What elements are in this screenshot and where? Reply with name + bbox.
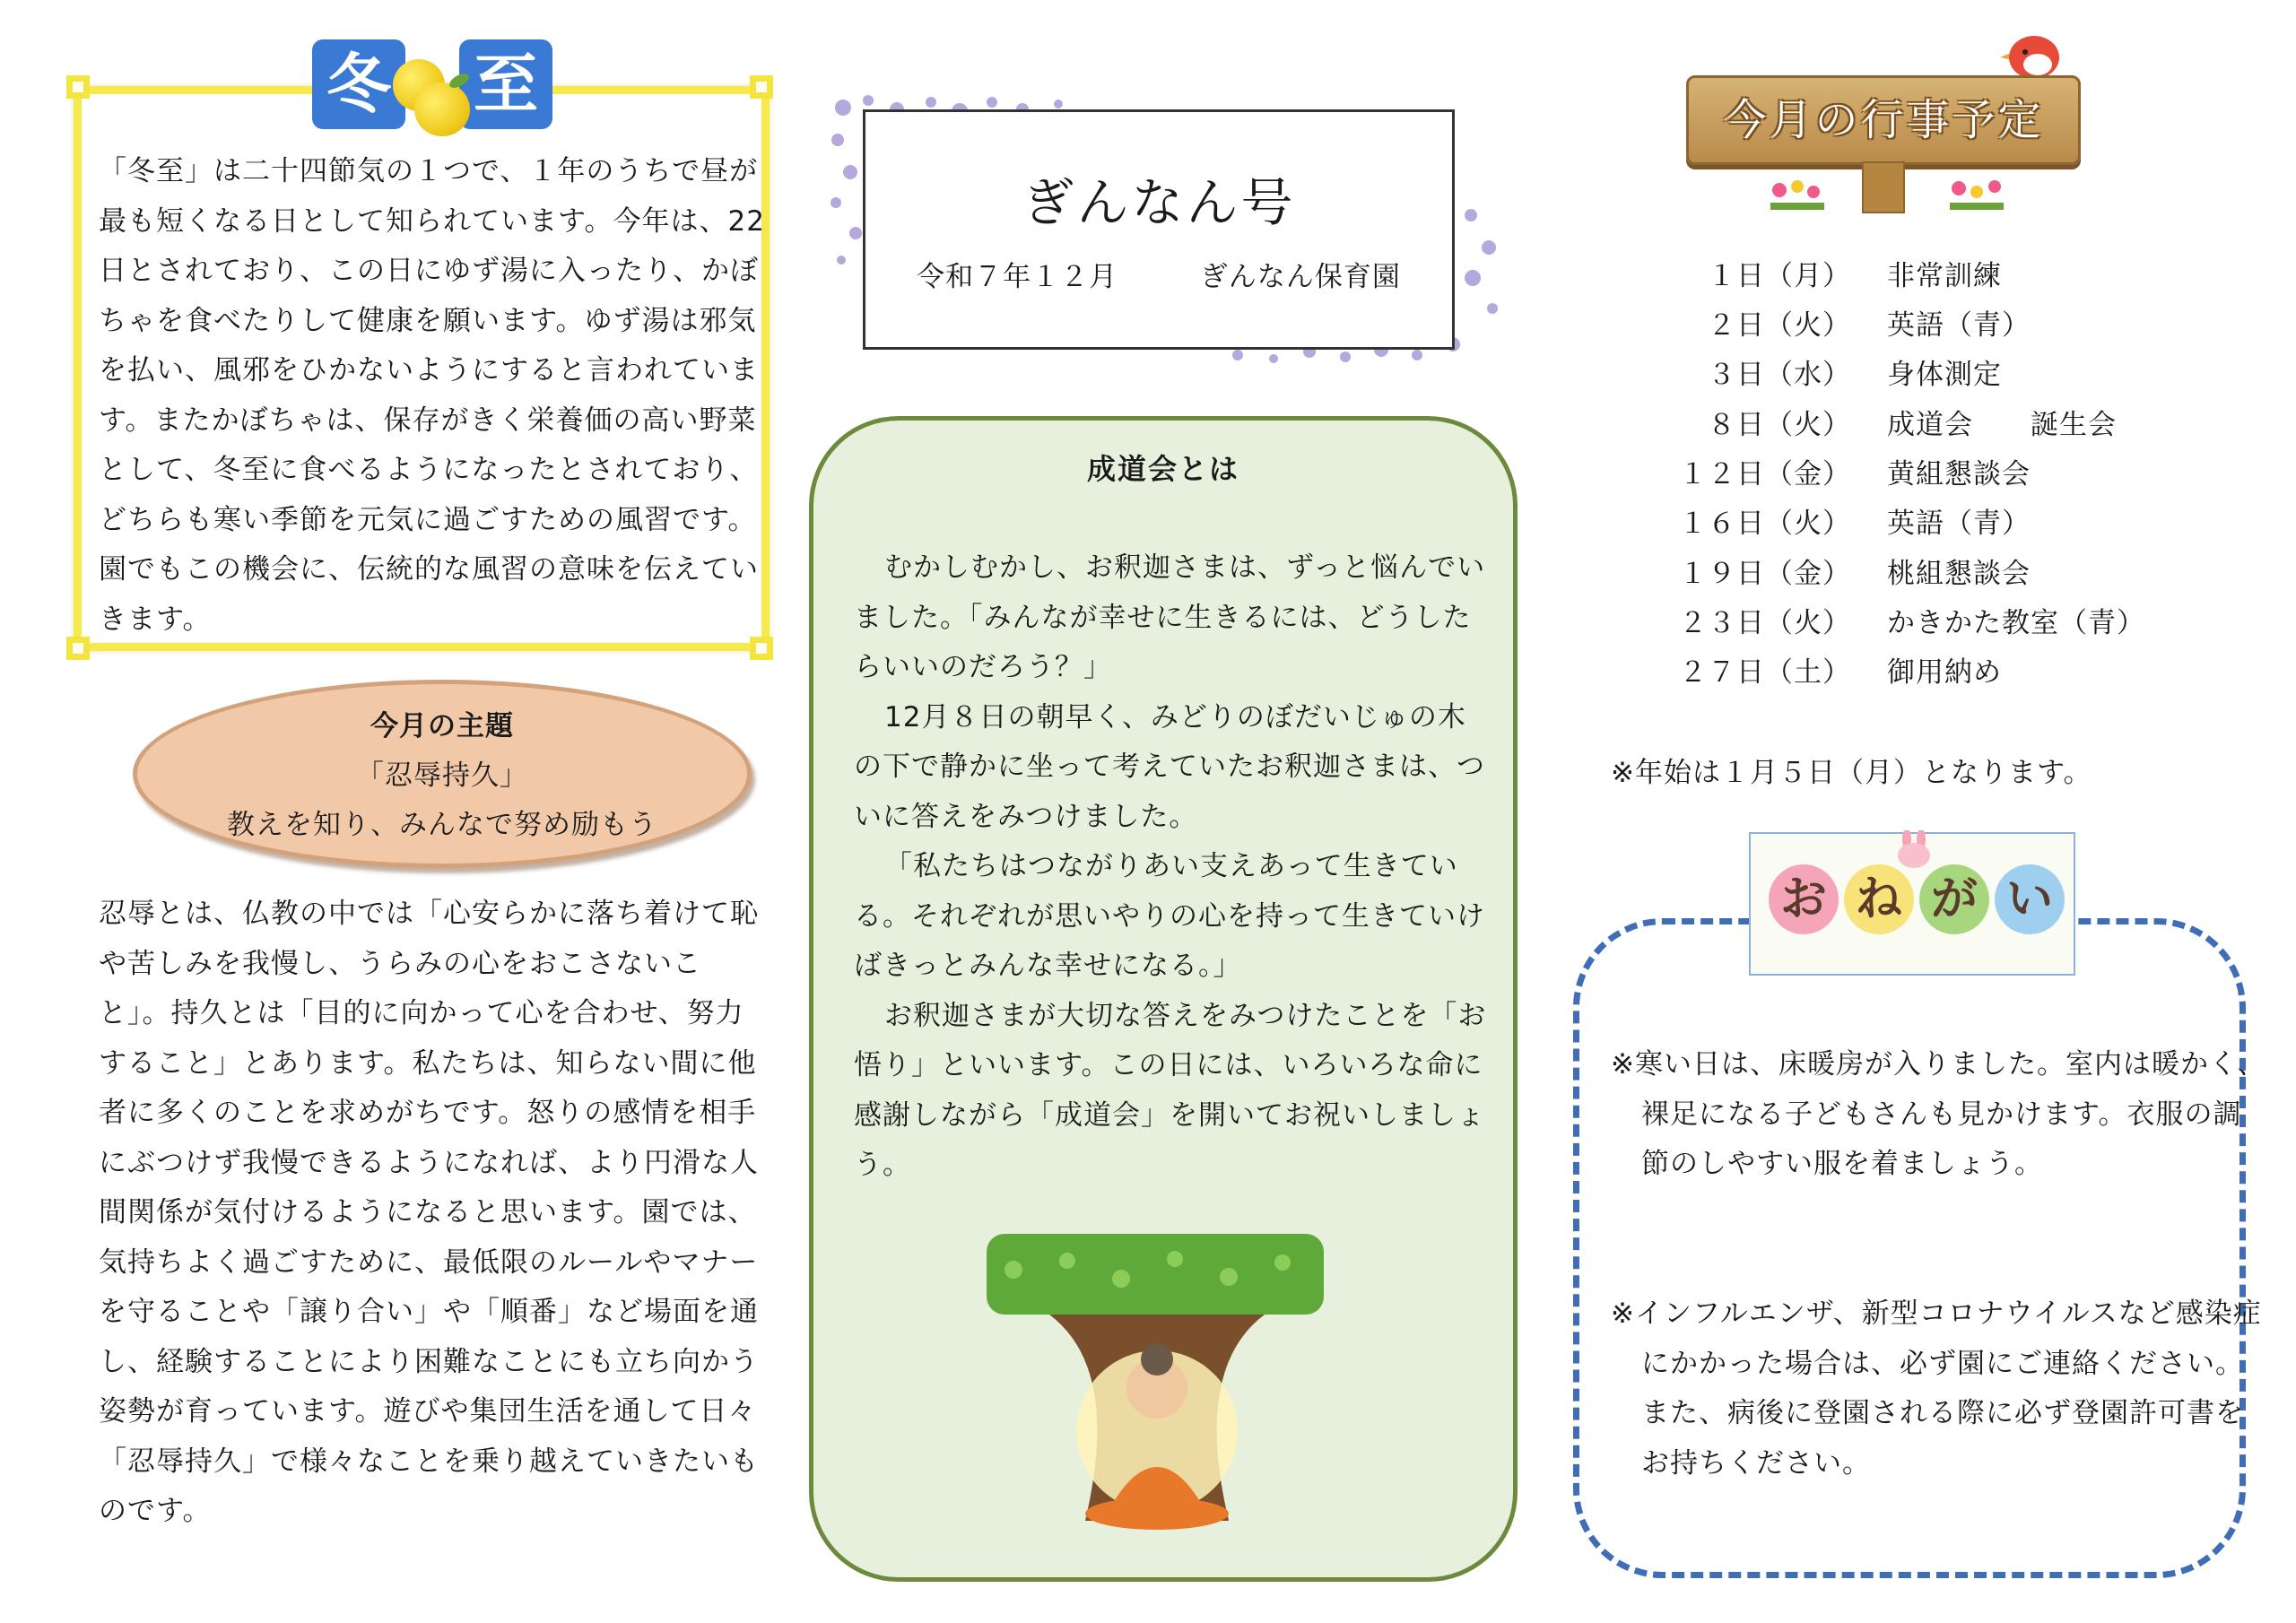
event-date: ３日（水）	[1708, 359, 1851, 391]
banner-char: お	[1769, 864, 1839, 934]
event-date: １日（月）	[1708, 260, 1851, 292]
event-date: ２７日（土）	[1679, 656, 1851, 689]
theme-phrase: 「忍辱持久」	[356, 759, 528, 792]
event-name: 身体測定	[1887, 359, 2002, 391]
frame-corner	[66, 75, 90, 99]
event-row	[1631, 451, 2031, 491]
title-sub	[865, 254, 1452, 294]
touji-heading-char2: 至	[459, 39, 552, 129]
event-name: 成道会 誕生会	[1887, 409, 2117, 441]
title-box	[863, 109, 1455, 350]
theme-subtitle: 教えを知り、みんなで努め励もう	[227, 809, 657, 841]
jodoe-paragraph: 12月８日の朝早く、みどりのぼだいじゅの木の下で静かに坐って考えていたお釈迦さまは、ついに答えをみつけました。	[854, 700, 1485, 833]
event-name: かきかた教室（青）	[1887, 607, 2145, 639]
event-row	[1631, 253, 2002, 293]
new-year-note: ※年始は１月５日（月）となります。	[1611, 757, 2092, 789]
event-name: 御用納め	[1887, 656, 2002, 689]
frame-corner	[750, 75, 773, 99]
onegai-item: ※インフルエンザ、新型コロナウイルスなど感染症にかかった場合は、必ず園にご連絡ください。また、病後に登園される際に必ず登園許可書をお持ちください。	[1611, 1298, 2262, 1480]
event-name: 桃組懇談会	[1887, 558, 2031, 590]
rabbit-icon	[1892, 830, 1935, 868]
page-title: ぎんなん号	[1022, 172, 1296, 233]
event-row	[1631, 649, 2002, 690]
event-row	[1631, 551, 2031, 591]
jodoe-title: 成道会とは	[1086, 452, 1239, 486]
banner-char: い	[1995, 864, 2065, 934]
flowers-icon	[1761, 172, 2031, 213]
frame-corner	[66, 637, 90, 660]
event-row	[1631, 302, 2031, 343]
bird-icon	[1998, 27, 2070, 82]
event-row	[1631, 352, 2002, 392]
banner-char: が	[1919, 864, 1989, 934]
event-date: ８日（火）	[1708, 409, 1851, 441]
event-date: ２日（火）	[1708, 309, 1851, 342]
ninniku-text: 忍辱とは、仏教の中では「心安らかに落ち着けて恥や苦しみを我慢し、うらみの心をおこさないこと」。持久とは「目的に向かって心を合わせ、努力すること」とあります。私たちは、知らない間に他者に多くのことを求めがちです。怒りの感情を相手にぶつけず我慢できるようになれば、より円滑な人間関係が気付けるようになると思います。園では、気持ちよく過ごすために、最低限のルールやマナーを守ることや「譲り合い」や「順番」など場面を通し、経験することにより困難なことにも立ち向かう姿勢が育っています。遊びや集団生活を通して日々「忍辱持久」で様々なことを乗り越えていきたいものです。	[99, 898, 759, 1527]
events-heading: 今月の行事予定	[1686, 75, 2081, 165]
event-row	[1631, 402, 2117, 442]
jodoe-paragraph: むかしむかし、お釈迦さまは、ずっと悩んでいました。「みんなが幸せに生きるには、どうしたらいいのだろう？」	[854, 551, 1486, 683]
buddha-tree-illustration	[987, 1234, 1327, 1539]
event-name: 黄組懇談会	[1887, 458, 2031, 490]
event-name: 英語（青）	[1887, 508, 2031, 540]
yuzu-icon	[414, 82, 470, 136]
jodoe-paragraph: 「私たちはつながりあい支えあって生きている。それぞれが思いやりの心を持って生きていけばきっとみんな幸せになる。」	[854, 850, 1485, 982]
issue-date: 令和７年１２月	[917, 261, 1118, 293]
event-row	[1631, 600, 2145, 640]
event-name: 非常訓練	[1887, 260, 2002, 292]
event-date: １９日（金）	[1679, 558, 1851, 590]
event-row	[1631, 500, 2031, 541]
theme-oval	[133, 680, 752, 868]
event-date: １６日（火）	[1679, 508, 1851, 540]
event-date: １２日（金）	[1679, 458, 1851, 490]
event-date: ２３日（火）	[1679, 607, 1851, 639]
event-name: 英語（青）	[1887, 309, 2031, 342]
banner-char: ね	[1844, 864, 1914, 934]
school-name: ぎんなん保育園	[1199, 261, 1401, 293]
touji-text: 「冬至」は二十四節気の１つで、１年のうちで昼が最も短くなる日として知られています。今年は、22日とされており、この日にゆず湯に入ったり、かぼちゃを食べたりして健康を願います。ゆず湯は邪気を払い、風邪をひかないようにすると言われています。またかぼちゃは、保存がきく栄養価の高い野菜として、冬至に食べるようになったとされており、どちらも寒い季節を元気に過ごすための風習です。園でもこの機会に、伝統的な風習の意味を伝えていきます。	[99, 155, 765, 636]
touji-heading-char1: 冬	[312, 39, 405, 129]
onegai-item: ※寒い日は、床暖房が入りました。室内は暖かく、裸足になる子どもさんも見かけます。衣服の調節のしやすい服を着ましょう。	[1611, 1048, 2266, 1180]
theme-title: 今月の主題	[370, 710, 514, 742]
jodoe-paragraph: お釈迦さまが大切な答えをみつけたことを「お悟り」といいます。この日には、いろいろな命に感謝しながら「成道会」を開いてお祝いしましょう。	[854, 999, 1487, 1181]
jodoe-text	[854, 543, 1492, 1191]
